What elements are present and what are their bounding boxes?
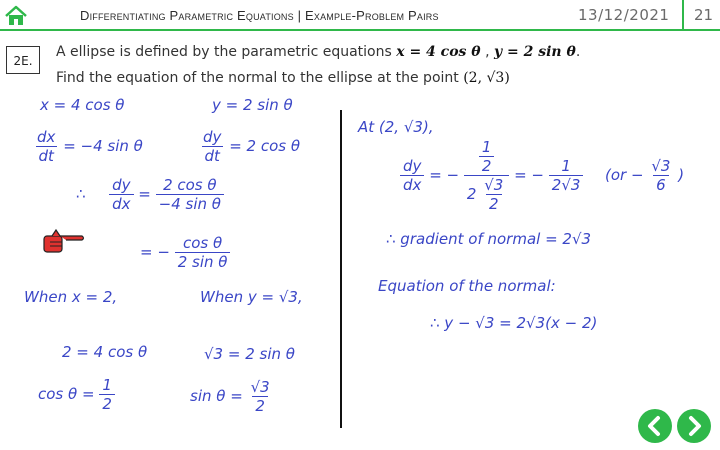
- numerator: 1: [481, 138, 492, 156]
- inner-fraction: [479, 138, 495, 175]
- question-text-2: Find the equation of the normal to the ellipse at the point: [56, 70, 459, 86]
- cos-value-line: [38, 376, 115, 413]
- or-close: ): [678, 166, 685, 184]
- dxdt-line: [34, 128, 143, 165]
- cos-fraction: [99, 376, 115, 413]
- question-line-1: [56, 44, 580, 60]
- dxdt-fraction: [34, 128, 58, 165]
- question-label: 2E.: [6, 46, 40, 74]
- previous-button[interactable]: [638, 409, 672, 443]
- denominator: 2: [479, 156, 495, 175]
- neg-equals: = −: [429, 166, 460, 184]
- x-equation: x = 4 cos θ: [396, 44, 481, 60]
- pointing-hand-icon: [42, 228, 86, 254]
- y-parametric: y = 2 sin θ: [212, 96, 293, 114]
- neg-equals-2: = −: [514, 166, 544, 184]
- x-parametric: x = 4 cos θ: [40, 96, 125, 114]
- denominator: dx: [109, 194, 133, 213]
- gradient-of-normal: ∴ gradient of normal = 2√3: [386, 230, 592, 248]
- coefficient: 2: [466, 185, 477, 203]
- dxdt-rhs: = −4 sin θ: [63, 137, 143, 155]
- compound-denominator: [464, 175, 509, 213]
- numerator: cos θ: [182, 234, 223, 252]
- numerator: √3: [484, 176, 504, 194]
- denominator: 6: [653, 175, 669, 194]
- ratio-fraction: [156, 176, 224, 213]
- dydx-fraction: [109, 176, 133, 213]
- chevron-left-icon: [638, 409, 672, 443]
- denominator: 2: [252, 396, 268, 415]
- cos-lhs: cos θ =: [38, 385, 95, 403]
- chevron-right-icon: [677, 409, 711, 443]
- compound-numerator: [476, 138, 498, 175]
- page-number: 21: [694, 6, 714, 24]
- numerator: 1: [561, 157, 571, 175]
- dydt-line: [200, 128, 300, 165]
- page-number-divider: [682, 0, 684, 30]
- dydx-line: [76, 176, 224, 213]
- period: .: [575, 44, 581, 60]
- column-divider: [340, 110, 342, 428]
- y-equation: y = 2 sin θ: [494, 44, 576, 60]
- point: (2, √3): [463, 70, 510, 86]
- question-line-2: [56, 70, 510, 86]
- denominator: dx: [400, 175, 424, 194]
- denominator: dt: [36, 146, 57, 165]
- numerator: dy: [203, 128, 222, 146]
- header-divider: [0, 29, 720, 31]
- denominator: dt: [202, 146, 223, 165]
- simplified-fraction: [175, 234, 231, 271]
- denominator: 2: [486, 194, 502, 213]
- cos-equation: 2 = 4 cos θ: [62, 343, 148, 361]
- dydt-rhs: = 2 cos θ: [229, 137, 301, 155]
- denominator: −4 sin θ: [156, 194, 224, 213]
- equals: =: [138, 185, 151, 203]
- denominator: 2√3: [549, 175, 584, 194]
- numerator: √3: [250, 378, 270, 396]
- denominator: 2 sin θ: [175, 252, 231, 271]
- or-text: (or −: [605, 166, 644, 184]
- separator: ,: [480, 44, 494, 60]
- topic-title: Differentiating Parametric Equations | Example-Problem Pairs: [80, 8, 439, 23]
- numerator: dy: [403, 157, 422, 175]
- sin-fraction: [248, 378, 273, 415]
- dydt-fraction: [200, 128, 224, 165]
- home-icon[interactable]: [4, 4, 28, 28]
- inner-fraction: [481, 176, 506, 213]
- numerator: √3: [651, 157, 671, 175]
- date-label: 13/12/2021: [578, 6, 670, 24]
- normal-equation: ∴ y − √3 = 2√3(x − 2): [430, 314, 598, 332]
- next-button[interactable]: [677, 409, 711, 443]
- neg-equals: = −: [140, 243, 170, 261]
- sin-equation: √3 = 2 sin θ: [204, 345, 295, 363]
- dydx-fraction: [400, 157, 424, 194]
- numerator: 2 cos θ: [163, 176, 217, 194]
- question-text: A ellipse is defined by the parametric equations: [56, 44, 392, 60]
- compound-fraction: [464, 138, 509, 213]
- numerator: dy: [112, 176, 131, 194]
- numerator: 1: [102, 376, 112, 394]
- or-fraction: [648, 157, 673, 194]
- equation-title: Equation of the normal:: [378, 277, 556, 295]
- gradient-calc-line: [400, 138, 684, 213]
- at-point: At (2, √3),: [358, 118, 434, 136]
- denominator: 2: [99, 394, 115, 413]
- when-x: When x = 2,: [24, 288, 118, 306]
- simplified-line: [140, 234, 230, 271]
- result-fraction: [549, 157, 584, 194]
- sin-value-line: [190, 378, 273, 415]
- when-y: When y = √3,: [200, 288, 303, 306]
- numerator: dx: [37, 128, 56, 146]
- sin-lhs: sin θ =: [190, 387, 243, 405]
- therefore-symbol: ∴: [76, 185, 86, 203]
